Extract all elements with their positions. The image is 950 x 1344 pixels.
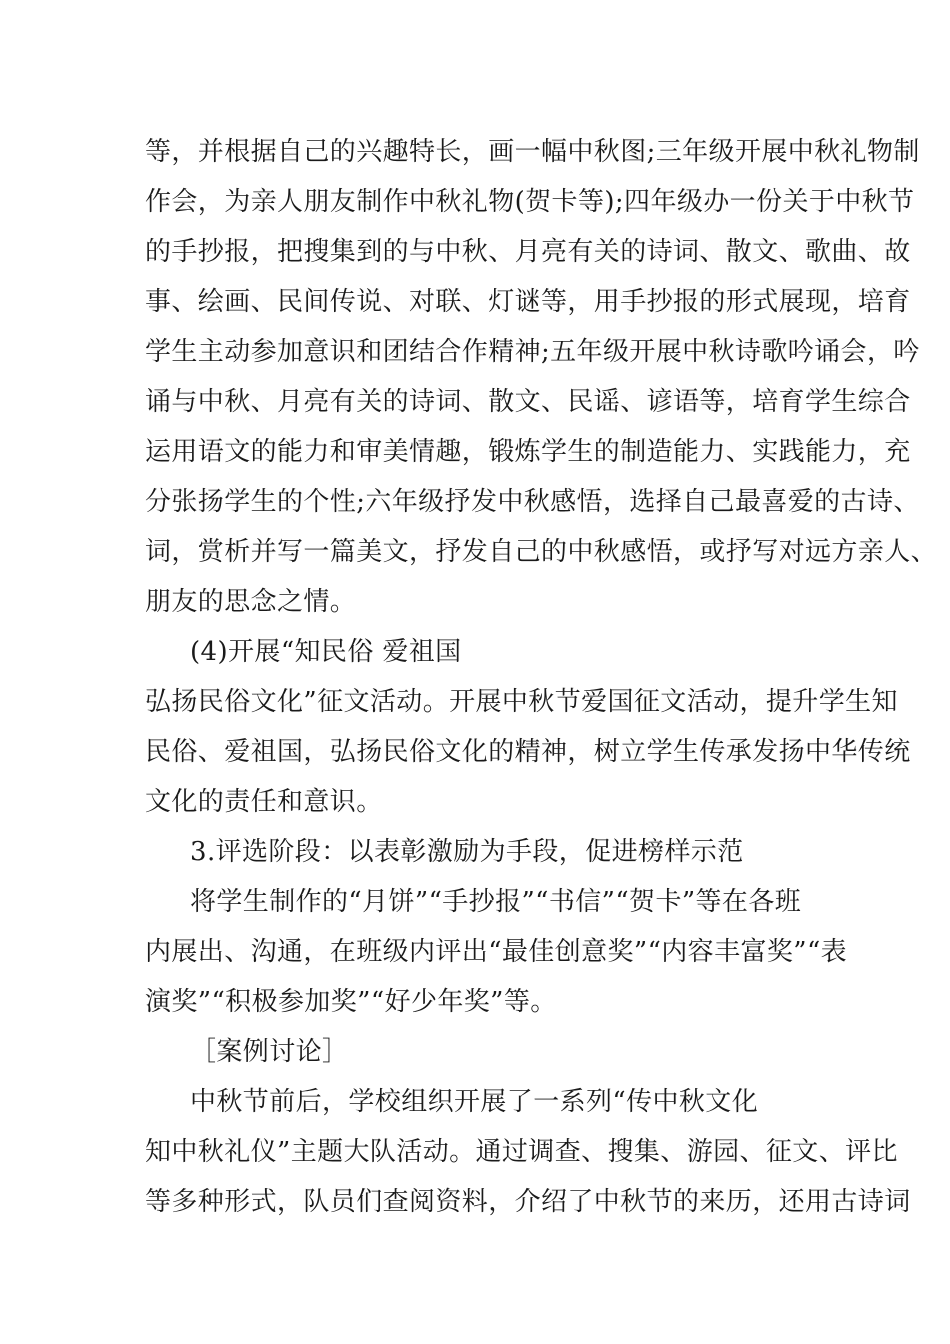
section-heading: ［案例讨论］ [190, 1037, 349, 1067]
text-line: 中秋节前后，学校组织开展了一系列“传中秋文化 [190, 1087, 759, 1117]
text-line: 运用语文的能力和审美情趣，锻炼学生的制造能力、实践能力，充 [145, 437, 911, 467]
text-line: 等多种形式，队员们查阅资料，介绍了中秋节的来历，还用古诗词 [145, 1187, 911, 1217]
text-line: 内展出、沟通，在班级内评出“最佳创意奖”“内容丰富奖”“表 [145, 937, 848, 967]
text-line: 将学生制作的“月饼”“手抄报”“书信”“贺卡”等在各班 [190, 887, 802, 917]
text-line: 学生主动参加意识和团结合作精神;五年级开展中秋诗歌吟诵会，吟 [145, 337, 920, 367]
text-line: 的手抄报，把搜集到的与中秋、月亮有关的诗词、散文、歌曲、故 [145, 237, 911, 267]
text-line: 演奖”“积极参加奖”“好少年奖”等。 [145, 987, 557, 1017]
text-line: 民俗、爱祖国，弘扬民俗文化的精神，树立学生传承发扬中华传统 [145, 737, 911, 767]
section-heading: 3.评选阶段：以表彰激励为手段，促进榜样示范 [190, 837, 744, 867]
text-line: 作会，为亲人朋友制作中秋礼物(贺卡等);四年级办一份关于中秋节 [145, 187, 915, 217]
text-line: 诵与中秋、月亮有关的诗词、散文、民谣、谚语等，培育学生综合 [145, 387, 911, 417]
text-line: 词，赏析并写一篇美文，抒发自己的中秋感悟，或抒写对远方亲人、 [145, 537, 938, 567]
text-line: 朋友的思念之情。 [145, 587, 357, 617]
text-line: 分张扬学生的个性;六年级抒发中秋感悟，选择自己最喜爱的古诗、 [145, 487, 920, 517]
text-line: 等，并根据自己的兴趣特长，画一幅中秋图;三年级开展中秋礼物制 [145, 137, 920, 167]
section-heading: (4)开展“知民俗 爱祖国 [190, 637, 462, 667]
text-line: 知中秋礼仪”主题大队活动。通过调查、搜集、游园、征文、评比 [145, 1137, 898, 1167]
text-line: 弘扬民俗文化”征文活动。开展中秋节爱国征文活动，提升学生知 [145, 687, 898, 717]
text-line: 文化的责任和意识。 [145, 787, 383, 817]
text-line: 事、绘画、民间传说、对联、灯谜等，用手抄报的形式展现，培育 [145, 287, 911, 317]
